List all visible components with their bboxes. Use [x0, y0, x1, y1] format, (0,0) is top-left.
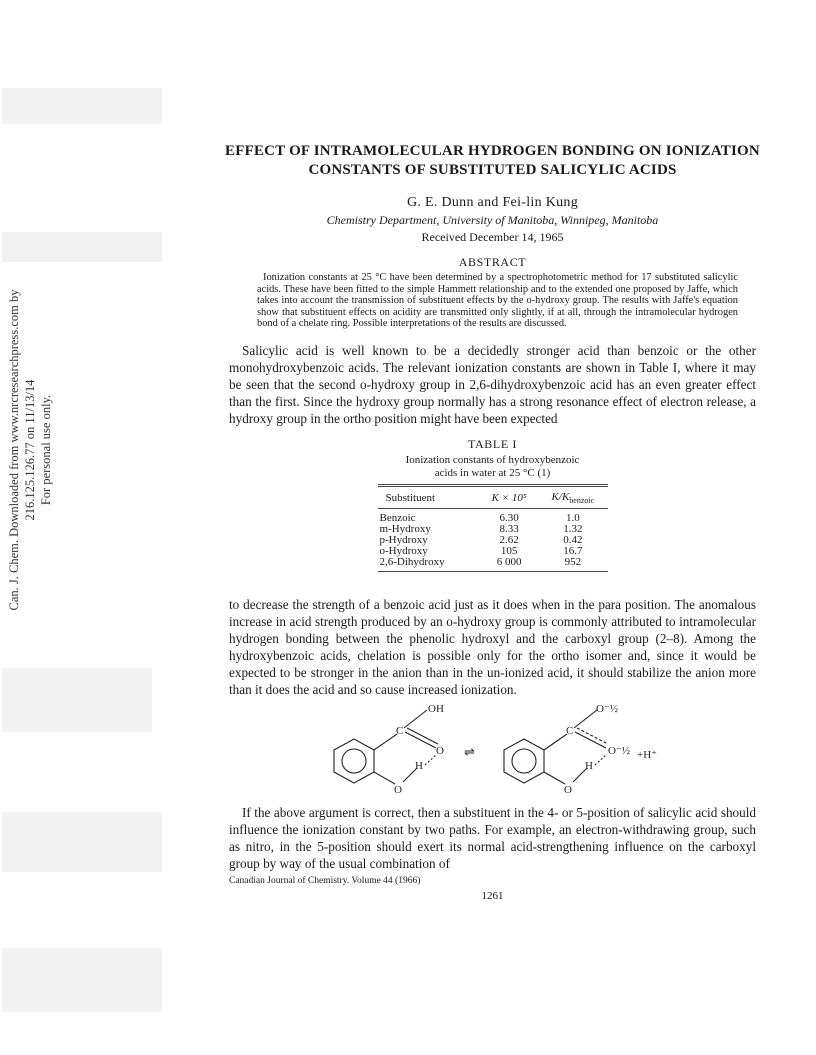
table-cell-ratio: 952	[564, 555, 582, 568]
left-ring-circle	[342, 749, 366, 773]
table-header-substituent: Substituent	[385, 491, 436, 504]
table-cell-substituent: o-Hydroxy	[379, 544, 428, 557]
table-cell-k: 8.33	[499, 522, 519, 535]
table-cell-k: 2.62	[499, 533, 519, 546]
affiliation: Chemistry Department, University of Manitoba, Winnipeg, Manitoba	[326, 213, 659, 227]
table-row	[378, 508, 608, 524]
table-cell-ratio: 0.42	[563, 533, 583, 546]
table-cell-ratio: 1.0	[565, 511, 580, 524]
article-title	[219, 142, 766, 180]
title-line-2: CONSTANTS OF SUBSTITUTED SALICYLIC ACIDS	[308, 162, 677, 178]
table-header-k: K × 10⁵	[491, 491, 527, 504]
right-ring-circle	[512, 749, 536, 773]
table-header-ratio-sub: benzoic	[569, 495, 595, 505]
right-mid-o-label: O⁻½	[608, 744, 630, 757]
ionization-table	[378, 484, 608, 572]
table-cell-k: 105	[500, 544, 518, 557]
title-line-1: EFFECT OF INTRAMOLECULAR HYDROGEN BONDING ON IONIZATION	[225, 143, 760, 159]
abstract-text: Ionization constants at 25 °C have been determined by a spectrophotometric method for 17 substituted salicylic acids. These have been fitted to the simple Hammett relationship and to the extended one proposed by Jaffe, which takes into account the transmission of substituent effects by the o-hydroxy group. The results with Jaffe's equation show that substituent effects on acidity are transmitted only slightly, if at all, through the intramolecular hydrogen bond of a chelate ring. Possible interpretations of the results are discussed.	[257, 272, 738, 329]
body-paragraph-3: If the above argument is correct, then a substituent in the 4- or 5-position of salicylic acid should influence the ionization constant by two paths. For example, an electron-withdrawing group, such as nitro, in the 5-position should exert its normal acid-strengthening influence on the carboxyl group by way of the usual combination of	[229, 804, 756, 871]
right-carbon-label: C	[566, 724, 574, 737]
scan-noise	[2, 668, 152, 732]
download-notice-line2: For personal use only.	[39, 394, 53, 506]
body-paragraph-2: to decrease the strength of a benzoic acid just as it does when in the para position. The anomalous increase in acid strength produced by an o-hydroxy group is commonly attributed to intramolecular hydrogen bonding between the phenolic hydroxyl and the carboxyl group (2–8). Among the hydroxybenzoic acids, chelation is possible only for the ortho isomer and, since it would be expected to be stronger in the anion than in the un-ionized acid, it should stabilize the anion more than it does the acid and so cause increased ionization.	[229, 596, 756, 697]
scan-noise	[2, 232, 162, 262]
authors: G. E. Dunn and Fei-lin Kung	[406, 195, 579, 210]
table-caption	[229, 454, 756, 480]
left-phenol-o-label: O	[394, 783, 402, 794]
abstract-heading: ABSTRACT	[458, 255, 527, 269]
table-row	[378, 557, 608, 572]
download-notice-line1: Can. J. Chem. Downloaded from www.nrcresearchpress.com by 216.125.126.77 on 11/13/14	[7, 289, 37, 611]
table-cell-substituent: p-Hydroxy	[379, 533, 428, 546]
article-page	[225, 142, 760, 902]
left-h-label: H	[415, 759, 423, 772]
table-header-ratio-main: K/K	[551, 490, 570, 503]
table-cell-ratio: 16.7	[563, 544, 583, 557]
table-cell-substituent: 2,6-Dihydroxy	[379, 555, 445, 568]
left-benzene-ring	[334, 739, 374, 783]
page-number: 1261	[481, 889, 504, 902]
table-cell-ratio: 1.32	[563, 522, 583, 535]
scan-noise	[2, 88, 162, 124]
body-paragraph-1: Salicylic acid is well known to be a decidedly stronger acid than benzoic or the other monohydroxybenzoic acids. The relevant ionization constants are shown in Table I, where it may be seen that the second o-hydroxy group in 2,6-dihydroxybenzoic acid has an even greater effect than the first. Since the hydroxy group normally has a strong resonance effect of electron release, a hydroxy group in the ortho position might have been expected	[229, 342, 756, 426]
left-carbon-label: C	[396, 724, 404, 737]
scan-noise	[2, 948, 162, 1012]
table-cell-substituent: m-Hydroxy	[379, 522, 431, 535]
table-cell-k: 6.30	[499, 511, 519, 524]
right-top-o-label: O⁻½	[596, 702, 618, 715]
table-heading: TABLE I	[468, 436, 517, 451]
table-cell-k: 6 000	[496, 555, 522, 568]
left-carbonyl-o-label: O	[436, 744, 444, 757]
chelation-equilibrium-diagram	[229, 702, 756, 794]
right-phenol-o-label: O	[564, 783, 572, 794]
received-date: Received December 14, 1965	[421, 230, 564, 244]
proton-label: +H⁺	[637, 748, 657, 761]
table-caption-line2: acids in water at 25 °C (1)	[434, 466, 551, 479]
right-h-label: H	[585, 759, 593, 772]
journal-footer: Canadian Journal of Chemistry. Volume 44 (1966)	[229, 875, 421, 886]
table-header-ratio	[538, 485, 607, 508]
left-oh-label: OH	[428, 702, 444, 715]
table-caption-line1: Ionization constants of hydroxybenzoic	[405, 453, 580, 466]
equilibrium-arrow: ⇌	[464, 743, 475, 759]
right-benzene-ring	[504, 739, 544, 783]
download-notice	[4, 260, 53, 640]
table-cell-substituent: Benzoic	[379, 511, 416, 524]
scan-noise	[2, 812, 162, 872]
